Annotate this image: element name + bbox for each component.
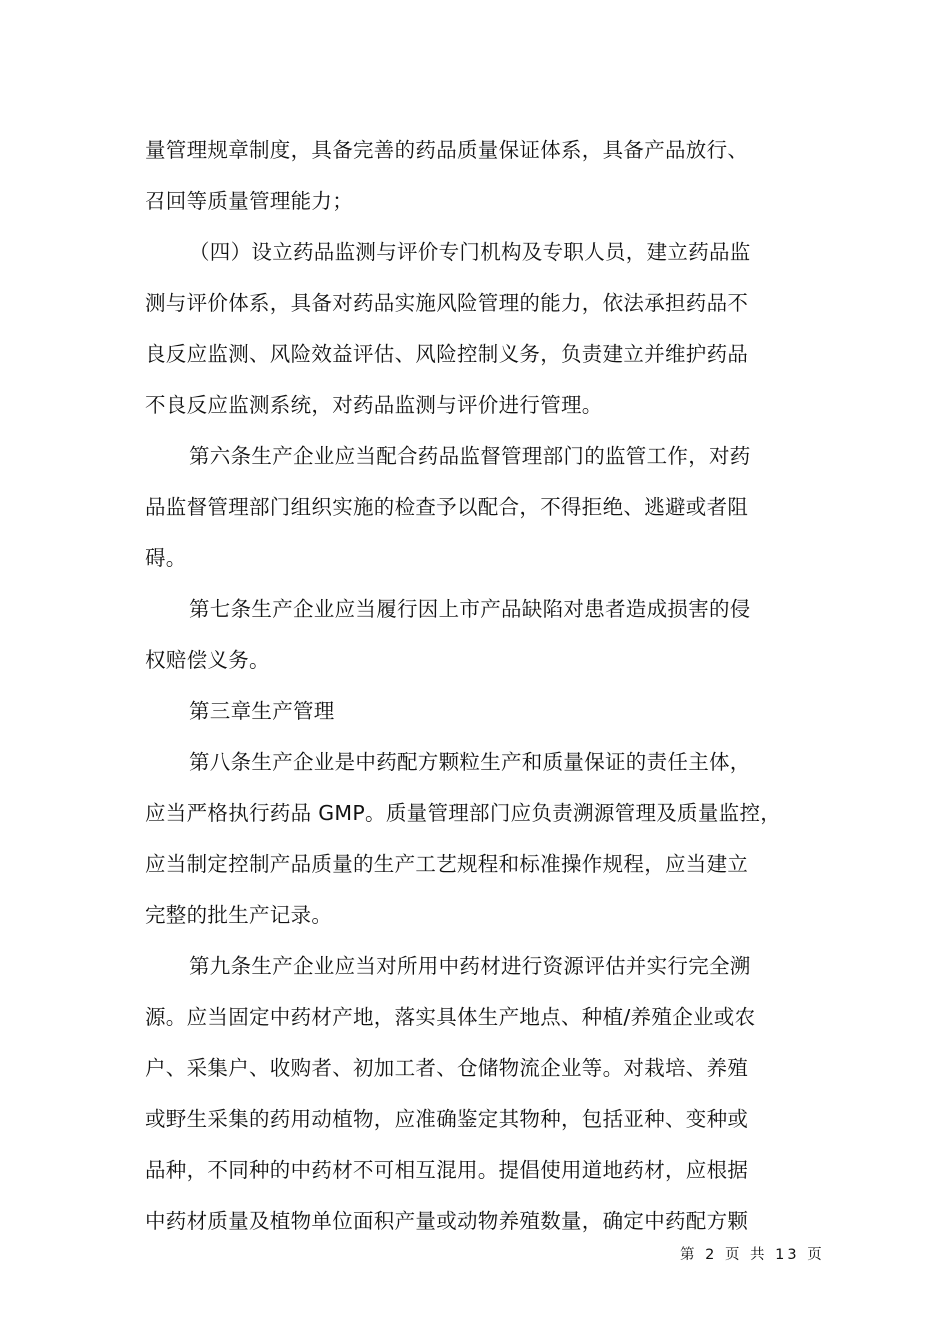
text-line: 品监督管理部门组织实施的检查予以配合，不得拒绝、逃避或者阻: [145, 495, 749, 519]
text-line: 应当制定控制产品质量的生产工艺规程和标准操作规程，应当建立: [145, 852, 749, 876]
text-line: 碍。: [145, 546, 187, 570]
text-line: 品种，不同种的中药材不可相互混用。提倡使用道地药材，应根据: [145, 1158, 749, 1182]
text-line: 权赔偿义务。: [145, 648, 270, 672]
text-line: 源。应当固定中药材产地，落实具体生产地点、种植/养殖企业或农: [145, 1005, 756, 1029]
chapter-heading: 第三章生产管理: [189, 699, 335, 723]
text-line: 召回等质量管理能力；: [145, 189, 353, 213]
text-line: 户、采集户、收购者、初加工者、仓储物流企业等。对栽培、养殖: [145, 1056, 749, 1080]
text-line: 测与评价体系，具备对药品实施风险管理的能力，依法承担药品不: [145, 291, 749, 315]
article-7-start-line: 第七条生产企业应当履行因上市产品缺陷对患者造成损害的侵: [189, 597, 751, 621]
text-line: 量管理规章制度，具备完善的药品质量保证体系，具备产品放行、: [145, 138, 749, 162]
page-number-footer: 第 2 页 共 13 页: [680, 1247, 825, 1263]
text-line: 或野生采集的药用动植物，应准确鉴定其物种，包括亚种、变种或: [145, 1107, 749, 1131]
paragraph-start-line: （四）设立药品监测与评价专门机构及专职人员，建立药品监: [189, 240, 751, 264]
text-line: 不良反应监测系统，对药品监测与评价进行管理。: [145, 393, 603, 417]
text-line: 应当严格执行药品 GMP。质量管理部门应负责溯源管理及质量监控，: [145, 801, 782, 825]
text-line: 完整的批生产记录。: [145, 903, 333, 927]
article-8-start-line: 第八条生产企业是中药配方颗粒生产和质量保证的责任主体，: [189, 750, 751, 774]
article-9-start-line: 第九条生产企业应当对所用中药材进行资源评估并实行完全溯: [189, 954, 751, 978]
article-6-start-line: 第六条生产企业应当配合药品监督管理部门的监管工作，对药: [189, 444, 751, 468]
text-line: 中药材质量及植物单位面积产量或动物养殖数量，确定中药配方颗: [145, 1209, 749, 1233]
body-text: [145, 130, 807, 1252]
text-line: 良反应监测、风险效益评估、风险控制义务，负责建立并维护药品: [145, 342, 749, 366]
